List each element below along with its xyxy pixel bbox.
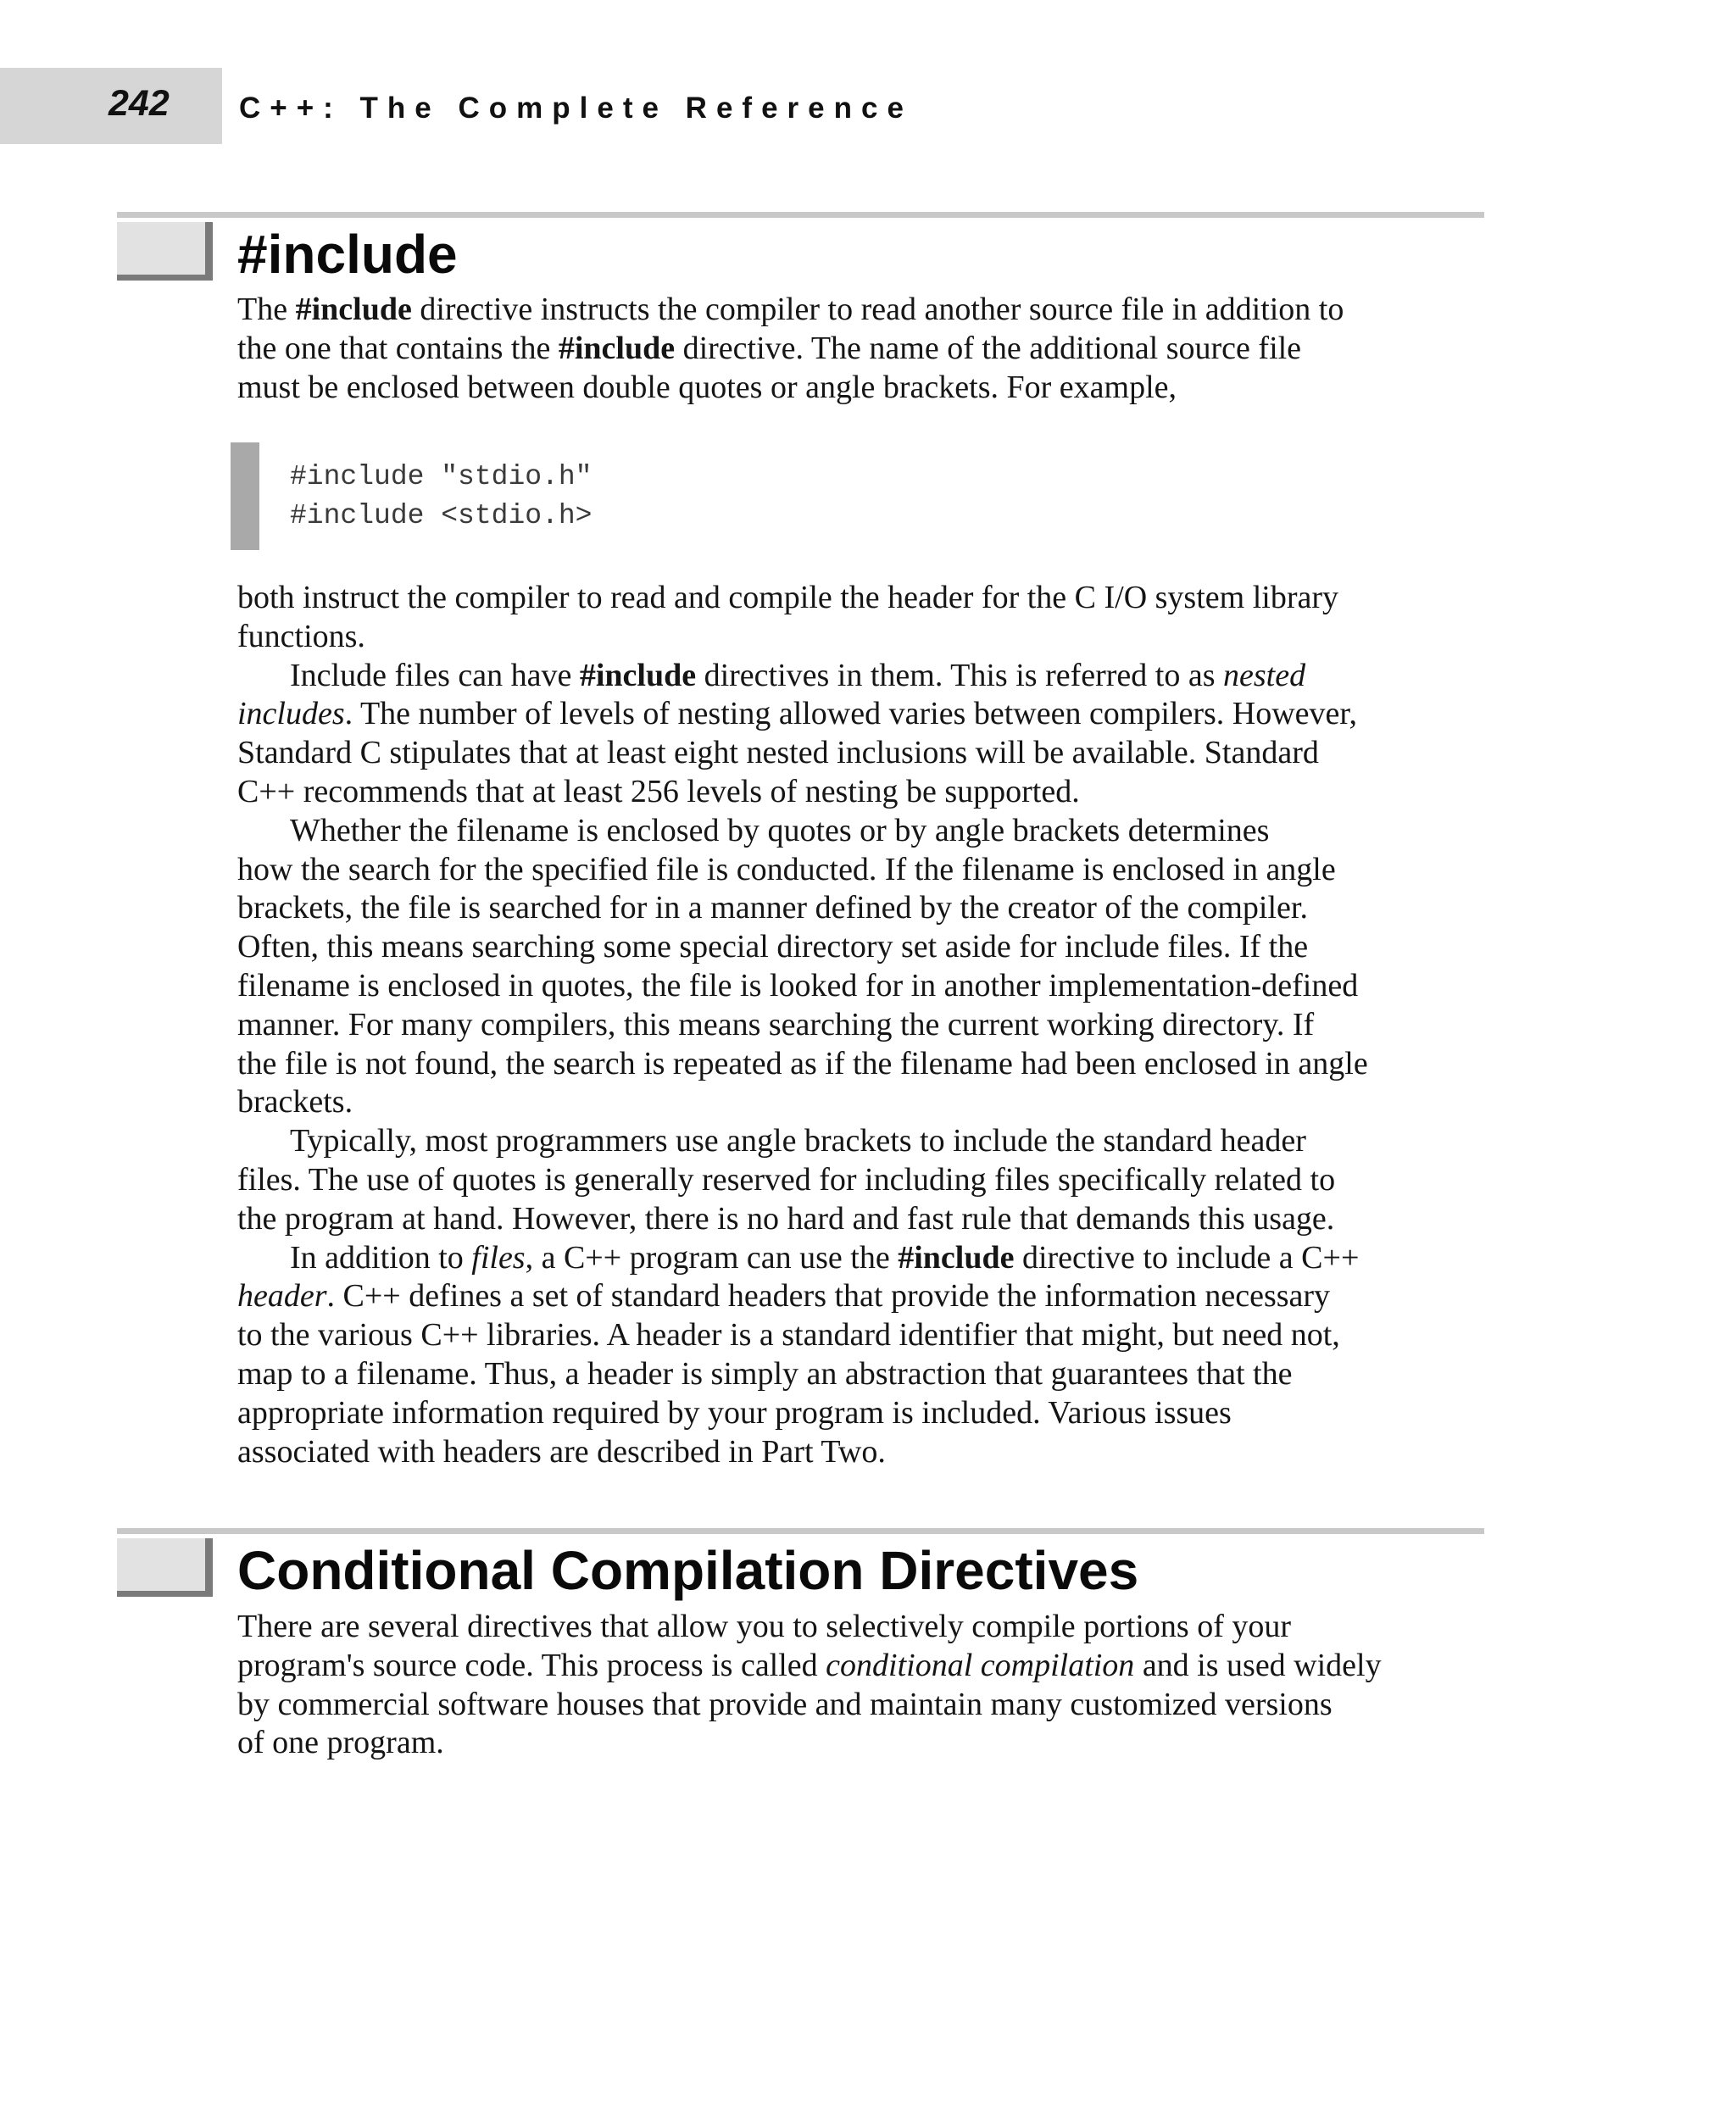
paragraph-first-line	[237, 812, 1492, 851]
text-line	[237, 1006, 1492, 1045]
text-line	[237, 851, 1492, 890]
text-run: the one that contains the	[237, 330, 559, 366]
text-run: Standard C stipulates that at least eight nested inclusions will be available. Standard	[237, 735, 1319, 771]
text-run: manner. For many compilers, this means searching the current working directory. If	[237, 1006, 1315, 1042]
running-title: C++: The Complete Reference	[239, 92, 913, 125]
text-run: Whether the filename is enclosed by quotes or by angle brackets determines	[290, 812, 1270, 848]
text-line	[237, 1647, 1492, 1686]
text-run: . C++ defines a set of standard headers that provide the information necessary	[326, 1278, 1331, 1315]
text-line	[237, 1608, 1492, 1647]
text-line	[237, 1355, 1492, 1394]
text-line	[237, 1433, 1492, 1472]
text-run: The	[237, 292, 296, 327]
text-line	[237, 773, 1492, 812]
text-run: directive. The name of the additional source file	[675, 330, 1302, 366]
text-run: to the various C++ libraries. A header is a standard identifier that might, but need not,	[237, 1317, 1340, 1354]
text-line	[237, 291, 1492, 330]
text-run: C++ recommends that at least 256 levels of nesting be supported.	[237, 773, 1080, 809]
text-run: filename is enclosed in quotes, the file is looked for in another implementation-defined	[237, 967, 1359, 1003]
text-line	[237, 1045, 1492, 1084]
section-rule	[117, 212, 1484, 218]
conditional-compilation-paragraph	[237, 1608, 1492, 1763]
italic-term: includes	[237, 696, 345, 732]
text-line	[237, 330, 1492, 369]
bold-keyword: #include	[579, 657, 697, 693]
text-line	[237, 618, 1492, 657]
text-run: must be enclosed between double quotes or angle brackets. For example,	[237, 369, 1177, 405]
page-number: 242	[108, 83, 170, 124]
text-line	[237, 967, 1492, 1006]
text-run: program's source code. This process is called	[237, 1647, 826, 1683]
include-intro-paragraph	[237, 291, 1492, 407]
text-run: . The number of levels of nesting allowed varies between compilers. However,	[344, 696, 1358, 732]
text-line	[237, 734, 1492, 773]
italic-term: nested	[1223, 657, 1306, 693]
section-heading-include: #include	[237, 224, 458, 285]
text-run: and is used widely	[1134, 1647, 1382, 1683]
text-line	[237, 695, 1492, 734]
text-line	[237, 1277, 1492, 1316]
include-body-text	[237, 579, 1492, 1471]
text-run: both instruct the compiler to read and compile the header for the C I/O system library	[237, 580, 1338, 615]
text-run: Typically, most programmers use angle brackets to include the standard header	[290, 1123, 1306, 1159]
text-run: functions.	[237, 618, 365, 654]
text-line	[237, 369, 1492, 408]
text-line	[237, 1394, 1492, 1433]
text-run: how the search for the specified file is conducted. If the filename is enclosed in angle	[237, 851, 1336, 887]
italic-term: conditional compilation	[826, 1647, 1135, 1683]
text-line	[237, 1316, 1492, 1355]
text-run: Include files can have	[290, 657, 580, 693]
bold-keyword: #include	[295, 292, 412, 327]
text-run: directives in them. This is referred to as	[696, 657, 1223, 693]
code-listing-bar	[231, 442, 259, 550]
text-run: associated with headers are described in Part Two.	[237, 1433, 886, 1470]
code-listing	[290, 458, 592, 535]
text-line	[237, 1724, 1492, 1763]
text-run: There are several directives that allow you to selectively compile portions of your	[237, 1609, 1292, 1644]
code-line: #include <stdio.h>	[290, 499, 593, 531]
text-line	[237, 928, 1492, 967]
text-run: brackets.	[237, 1084, 353, 1120]
section-marker	[117, 222, 213, 281]
paragraph-first-line	[237, 1122, 1492, 1161]
paragraph-first-line	[237, 1239, 1492, 1278]
text-run: by commercial software houses that provide and maintain many customized versions	[237, 1686, 1333, 1722]
text-run: brackets, the file is searched for in a manner defined by the creator of the compiler.	[237, 890, 1308, 926]
bold-keyword: #include	[558, 330, 676, 366]
text-run: map to a filename. Thus, a header is simply an abstraction that guarantees that the	[237, 1355, 1293, 1392]
text-run: directive instructs the compiler to read another source file in addition to	[411, 292, 1344, 327]
text-line	[237, 1161, 1492, 1200]
text-run: of one program.	[237, 1725, 444, 1761]
text-run: the file is not found, the search is repeated as if the filename had been enclosed in angle	[237, 1045, 1368, 1081]
text-run: directive to include a C++	[1014, 1239, 1360, 1276]
text-line	[237, 1083, 1492, 1122]
bold-keyword: #include	[898, 1239, 1015, 1276]
text-run: In addition to	[290, 1239, 472, 1276]
text-line	[237, 889, 1492, 928]
text-run: Often, this means searching some special directory set aside for include files. If the	[237, 929, 1309, 965]
section-rule	[117, 1528, 1484, 1534]
text-line	[237, 579, 1492, 618]
text-line	[237, 1200, 1492, 1239]
paragraph-first-line	[237, 657, 1492, 696]
text-run: files. The use of quotes is generally reserved for including files specifically related to	[237, 1161, 1336, 1198]
section-heading-conditional-compilation: Conditional Compilation Directives	[237, 1540, 1139, 1601]
italic-term: files	[471, 1239, 526, 1276]
text-run: appropriate information required by your program is included. Various issues	[237, 1394, 1232, 1431]
text-run: , a C++ program can use the	[525, 1239, 899, 1276]
section-marker	[117, 1538, 213, 1597]
italic-term: header	[237, 1278, 327, 1315]
code-line: #include "stdio.h"	[290, 461, 593, 492]
text-line	[237, 1686, 1492, 1725]
text-run: the program at hand. However, there is no hard and fast rule that demands this usage.	[237, 1200, 1335, 1237]
